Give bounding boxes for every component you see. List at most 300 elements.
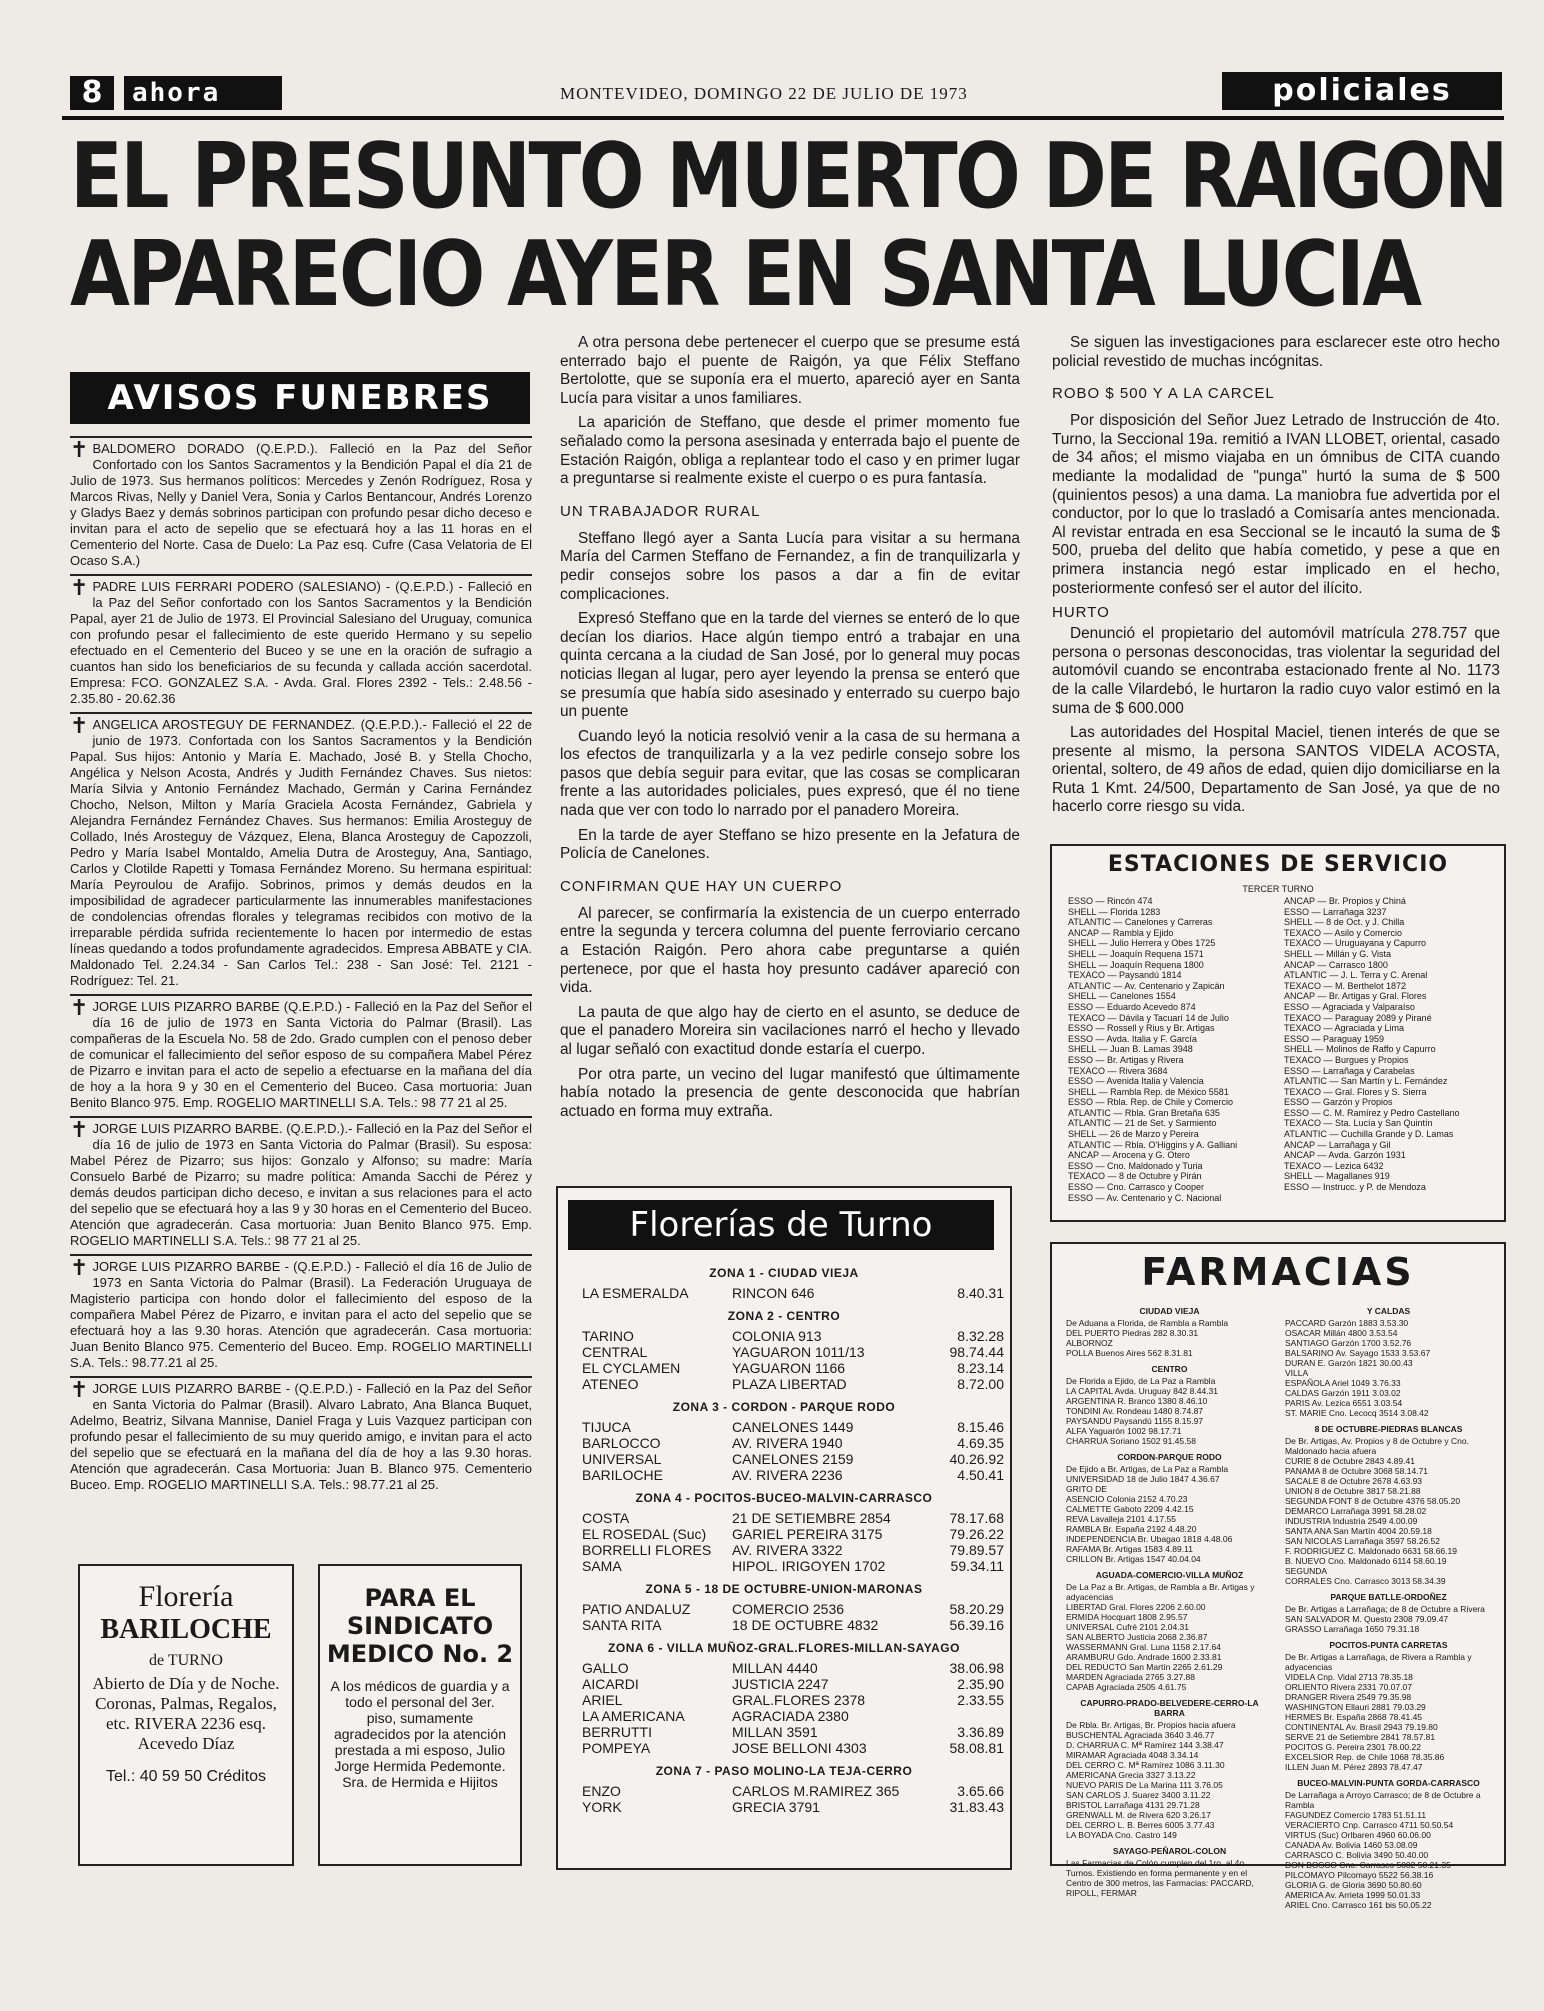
farmacia-row: VIDELA Cnp. Vidal 2713 78.35.18 [1285, 1672, 1413, 1682]
article-paragraph: Por disposición del Señor Juez Letrado de Instrucción de 4to. Turno, la Seccional 19a. remitió a IVAN LLOBET, oriental, casado de 34 años; el mismo viajaba en un ómnibus de CITA cuando mediante la modalidad de "punga" hurtó la suma de $ 500 (quinientos pesos) a una dama. La maniobra fue advertida por el conductor, por lo que lo trasladó a Comisaría antes mencionada. Al revistar entrada en esa Seccional se le incautó la suma de $ 500, prueba del delito que había cometido, y pese a que en primera instancia negó estar implicado en el hecho, posteriormente confesó ser el autor del ilícito. [1052, 412, 1500, 597]
farmacia-row: SERVE 21 de Setiembre 2841 78.57.81 [1285, 1732, 1436, 1742]
station-row: ESSO — Instrucc. y P. de Mendoza [1284, 1182, 1426, 1193]
station-row: TEXACO — Uruguayana y Capurro [1284, 938, 1427, 949]
farmacia-row: F. RODRIGUEZ C. Maldonado 6631 58.66.19 [1285, 1546, 1457, 1556]
floreria-row [558, 1451, 1010, 1467]
farmacia-row: PILCOMAYO Pilcomayo 5522 56.38.16 [1285, 1870, 1434, 1880]
article-paragraph: Por otra parte, un vecino del lugar manifestó que últimamente había notado la presencia de gente desconocida que habrían actuado en forma muy extraña. [560, 1065, 1020, 1120]
dateline: MONTEVIDEO, DOMINGO 22 DE JULIO DE 1973 [560, 84, 968, 103]
article-paragraph: Cuando leyó la noticia resolvió venir a la casa de su hermana a los efectos de tranquilizarla y a la vez pedirle consejo sobre los pasos que debía seguir para evitar, que las cosas se complicaran frente a las autoridades policiales, pues expresó, que él no tiene nada que ver con todo lo narrado por el panadero Moreira. [560, 727, 1020, 820]
floreria-phone: 2.35.90 [957, 1676, 1004, 1692]
station-row: ESSO — Rbla. Rep. de Chile y Comercio [1068, 1097, 1234, 1108]
floreria-row [558, 1376, 1010, 1392]
floreria-row [558, 1558, 1010, 1574]
station-row: ATLANTIC — Canelones y Carreras [1068, 917, 1213, 928]
cross-icon: ✝ [70, 1256, 89, 1281]
farmacia-row: POLLA Buenos Aires 562 8.31.81 [1066, 1348, 1193, 1358]
floreria-address: COLONIA 913 [732, 1328, 822, 1344]
floreria-address: RINCON 646 [732, 1285, 815, 1301]
farmacia-row: ALBORNOZ [1066, 1338, 1113, 1348]
station-row: SHELL — Florida 1283 [1068, 906, 1161, 917]
subhead-hurto: HURTO [1052, 604, 1110, 622]
farmacia-row: NUEVO PARIS De La Marina 111 3.76.05 [1066, 1780, 1223, 1790]
farmacia-row: DURAN E. Garzón 1821 30.00.43 [1285, 1358, 1413, 1368]
florerias-list [558, 1258, 1010, 1815]
farmacia-row: DEL CERRO L. B. Berres 6005 3.77.43 [1066, 1820, 1215, 1830]
floreria-row [558, 1740, 1010, 1756]
farmacia-row: GLORIA G. de Gloria 3690 50.80.60 [1285, 1880, 1422, 1890]
funeral-notice-text: JORGE LUIS PIZARRO BARBE - (Q.E.P.D.) - Falleció el día 16 de Julio de 1973 en Santa Victoria do Palmar (Brasil). La Federación Uruguaya de Magisterio participa con hondo dolor el fallecimiento del esposo de la compañera Mabel Pérez de Pizarro, e invitan para el acto del sepelio que se efectuará hoy a las 9.30 horas. Atención que agradecerán. Casa mortuoria: Juan Benito Blanco 975. Cementerio del Buceo. Emp. ROGELIO MARTINELLI S.A. Tels.: 98.77.21 al 25. [70, 1259, 532, 1370]
funeral-notice [70, 574, 532, 712]
zone-heading: ZONA 3 - CORDON - PARQUE RODO [672, 1400, 896, 1414]
zone-heading: ZONA 2 - CENTRO [727, 1309, 841, 1323]
farmacia-row: B. NUEVO Cno. Maldonado 6114 58.60.19 [1285, 1556, 1447, 1566]
farmacia-row: VIRTUS (Suc) Orlbaren 4960 60.06.00 [1285, 1830, 1431, 1840]
floreria-row [558, 1542, 1010, 1558]
farmacia-row: UNIVERSIDAD 18 de Julio 1847 4.36.67 [1066, 1474, 1220, 1484]
floreria-name: SAMA [582, 1558, 622, 1574]
cross-icon: ✝ [70, 1118, 89, 1143]
farmacia-row: HERMES Br. España 2868 78.41.45 [1285, 1712, 1423, 1722]
article-paragraph: Al parecer, se confirmaría la existencia de un cuerpo enterrado entre la segunda y tercera columna del puente ferroviario cercano a Estación Raigón. Pero ahora cabe preguntarse a quién pertenece, por que el hasta hoy presunto cadáver apareció con vida. [560, 904, 1020, 997]
zone-heading: ZONA 1 - CIUDAD VIEJA [709, 1266, 859, 1280]
station-row: SHELL — 26 de Marzo y Pereira [1068, 1129, 1199, 1140]
floreria-row [558, 1419, 1010, 1435]
sindicato-medico-ad [318, 1564, 522, 1866]
floreria-phone: 56.39.16 [949, 1617, 1004, 1633]
farmacia-row: LIBERTAD Gral. Flores 2206 2.60.00 [1066, 1602, 1206, 1612]
floreria-phone: 38.06.98 [949, 1660, 1004, 1676]
funeral-notice [70, 1254, 532, 1376]
farmacia-row: FAGUNDEZ Comercio 1783 51.51.11 [1285, 1810, 1427, 1820]
floreria-name: EL ROSEDAL (Suc) [582, 1526, 707, 1542]
floreria-name: GALLO [582, 1660, 629, 1676]
ad-floreria-line1: Florería [138, 1580, 234, 1613]
floreria-name: CENTRAL [582, 1344, 648, 1360]
article-paragraph: La aparición de Steffano, que desde el primer momento fue señalado como la persona asesinada y enterrada bajo el puente de Estación Raigón, obliga a replantear todo el caso y en primer lugar a preguntarse si realmente existe el cuerpo o es pura fantasía. [560, 414, 1020, 488]
floreria-row [558, 1724, 1010, 1740]
station-row: ATLANTIC — San Martín y L. Fernández [1284, 1076, 1448, 1087]
headline-line-1: EL PRESUNTO MUERTO DE RAIGON [70, 124, 1506, 229]
floreria-address: JUSTICIA 2247 [732, 1676, 829, 1692]
floreria-name: YORK [582, 1799, 622, 1815]
station-row: TEXACO — M. Berthelot 1872 [1284, 980, 1407, 991]
farmacia-row: SEGUNDA FONT 8 de Octubre 4376 58.05.20 [1285, 1496, 1461, 1506]
farmacia-row: BRISTOL Larrañaga 4131 29.71.28 [1066, 1800, 1200, 1810]
floreria-name: BARILOCHE [582, 1467, 663, 1483]
floreria-name: BARLOCCO [582, 1435, 661, 1451]
farmacia-row: OSACAR Millán 4800 3.53.54 [1285, 1328, 1398, 1338]
farmacia-row: CHARRUA Soriano 1502 91.45.58 [1066, 1436, 1196, 1446]
floreria-name: POMPEYA [582, 1740, 651, 1756]
floreria-row [558, 1526, 1010, 1542]
farmacia-row: MIRAMAR Agraciada 4048 3.34.14 [1066, 1750, 1199, 1760]
farmacia-row: AMERICA Av. Arrieta 1999 50.01.33 [1285, 1890, 1421, 1900]
cross-icon: ✝ [70, 1378, 89, 1403]
station-row: TEXACO — Rivera 3684 [1068, 1065, 1168, 1076]
station-row: ATLANTIC — Rbla. O'Higgins y A. Galliani [1068, 1139, 1238, 1150]
zone-heading: ZONA 7 - PASO MOLINO-LA TEJA-CERRO [655, 1764, 913, 1778]
station-row: ESSO — Rincón 474 [1068, 896, 1153, 906]
farmacias-list [1066, 1300, 1492, 1910]
floreria-phone: 98.74.44 [949, 1344, 1004, 1360]
station-row: TEXACO — Dávila y Tacuarí 14 de Julio [1068, 1012, 1229, 1023]
farmacia-row: GRITO DE [1066, 1484, 1107, 1494]
farmacia-row: De Florida a Ejido, de La Paz a Rambla [1066, 1376, 1216, 1386]
station-row: ESSO — Larrañaga 3237 [1284, 906, 1387, 917]
farmacia-row: ARGENTINA R. Branco 1380 8.46.10 [1066, 1396, 1208, 1406]
funeral-notice-text: ANGELICA AROSTEGUY DE FERNANDEZ. (Q.E.P.D.).- Falleció el 22 de junio de 1973. Confortada con los Santos Sacramentos y la Bendición Papal. Sus hijos: Antonio y María E. Machado, José B. y Stella Chocho, Angélica y Nelson Acosta, Andrés y Judith Fernández Chaves. Sus nietos: María Silvia y Antonio Fernández Machado, Germán y Carina Fernández Chocho, Nelson, Milton y María Graciela Acosta Fernández, Gabriela y Alejandra Fernández Fernández Chaves. Sus hermanos: Emilia Arosteguy de Collado, Inés Arosteguy de Vázquez, Elena, Blanca Arosteguy de Capozzoli, Pedro y María Isabel Montaldo, Amelia Dutra de Arosteguy, Ana, Santiago, Carlos y Clotilde Rapetti y Tomasa Fernández Moreno. Su hermana espiritual: María Peyroulou de Arafijo. Sobrinos, primos y demás deudos en la imposibilidad de agradecer particularmente las innumerables manifestaciones de condolencias ofrendas florales y telegramas recibidos con motivo de la irreparable pérdida sufrida recientemente lo hacen por intermedio de estas líneas quedando a todos profundamente agradecidos. Empresa ABBATE y CIA. Maldonado Tel. 2.24.34 - San Carlos Tel.: 238 - San José: Tel. 2121 - Rodríguez: Tel. 21. [70, 717, 532, 988]
funeral-notice-text: BALDOMERO DORADO (Q.E.P.D.). Falleció en la Paz del Señor Confortado con los Santos Sacramentos y la Bendición Papal el día 21 de Julio de 1973. Sus hermanos políticos: Mercedes y Zenón Rodríguez, Rosa y Marcos Rivas, Nelly y Daniel Vera, Sonia y Carlos Bentancour, Andrés Lorenzo y Gladys Baez y demás sobrinos participan con profundo pesar dicho deceso e invitan para el acto de sepelio que se efectuará hoy a las 11 horas en el Cementerio del Norte. Casa de Duelo: La Paz esq. Cufre (Casa Velatoria de El Ocaso S.A.) [70, 441, 532, 568]
station-row: SHELL — Joaquín Requena 1571 [1068, 948, 1204, 959]
floreria-bariloche-ad [78, 1564, 294, 1866]
funeral-notice-text: JORGE LUIS PIZARRO BARBE - (Q.E.P.D.) - Falleció en la Paz del Señor en Santa Victoria do Palmar (Brasil). Alvaro Labrato, Ana Blanca Buquet, Adelmo, Beatriz, Silvana Mannise, Daniel Fraga y Luis Vazquez participan con profundo pesar el fallecimiento de su muy querido amigo, e invitan para el acto del sepelio que se efectuará en la mañana del día de hoy a las 9.30 horas. Atención que agradecerán. Casa Mortuoria: Juan B. Blanco 975. Cementerio Buceo. Emp. ROGELIO MARTINELLI S.A. Tels.: 98.77.21 al 25. [70, 1381, 532, 1492]
floreria-name: TARINO [582, 1328, 634, 1344]
station-row: ESSO — Avenida Italia y Valencia [1068, 1076, 1204, 1087]
floreria-address: YAGUARON 1011/13 [732, 1344, 865, 1360]
farmacia-row: PACCARD Garzón 1883 3.53.30 [1285, 1318, 1409, 1328]
farmacia-row: RAFAMA Br. Artigas 1583 4.89.11 [1066, 1544, 1193, 1554]
floreria-address: AV. RIVERA 2236 [732, 1467, 843, 1483]
floreria-name: BERRUTTI [582, 1724, 652, 1740]
farmacia-zone-heading: BUCEO-MALVIN-PUNTA GORDA-CARRASCO [1297, 1778, 1480, 1788]
article-paragraph: Steffano llegó ayer a Santa Lucía para visitar a su hermana María del Carmen Steffano de Fernandez, a fin de tranquilizarla y pedir consejos sobre los pasos a dar a fin de evitar complicaciones. [560, 529, 1020, 603]
floreria-address: JOSE BELLONI 4303 [732, 1740, 867, 1756]
farmacia-row: CARRASCO C. Bolivia 3490 50.40.00 [1285, 1850, 1429, 1860]
floreria-phone: 40.26.92 [949, 1451, 1004, 1467]
station-row: ATLANTIC — 21 de Set. y Sarmiento [1068, 1118, 1217, 1129]
farmacia-row: ILLEN Juan M. Pérez 2893 78.47.47 [1285, 1762, 1423, 1772]
station-row: TEXACO — 8 de Octubre y Pirán [1068, 1171, 1202, 1182]
floreria-phone: 58.08.81 [949, 1740, 1004, 1756]
floreria-row [558, 1435, 1010, 1451]
newspaper-brand: ahora [124, 76, 282, 110]
floreria-address: GRECIA 3791 [732, 1799, 820, 1815]
floreria-row [558, 1617, 1010, 1633]
station-row: SHELL — 8 de Oct. y J. Chilla [1284, 917, 1405, 928]
floreria-phone: 78.17.68 [949, 1510, 1004, 1526]
floreria-row [558, 1660, 1010, 1676]
station-row: ATLANTIC — Av. Centenario y Zapicán [1068, 980, 1225, 991]
floreria-phone: 3.65.66 [957, 1783, 1004, 1799]
floreria-phone: 59.34.11 [950, 1558, 1004, 1574]
farmacia-row: DRANGER Rivera 2549 79.35.98 [1285, 1692, 1412, 1702]
station-row: ESSO — Av. Centenario y C. Nacional [1068, 1192, 1222, 1203]
farmacia-row: SAN SALVADOR M. Questo 2308 79.09.47 [1285, 1614, 1449, 1624]
floreria-name: LA ESMERALDA [582, 1285, 689, 1301]
farmacia-row: CALMETTE Gaboto 2209 4.42.15 [1066, 1504, 1194, 1514]
floreria-name: COSTA [582, 1510, 630, 1526]
station-row: ESSO — Rossell y Rius y Br. Artigas [1068, 1023, 1215, 1034]
funeral-notice [70, 436, 532, 574]
farmacia-row: ARAMBURU Gdo. Andrade 1600 2.33.81 [1066, 1652, 1222, 1662]
floreria-row [558, 1708, 1010, 1724]
farmacia-row: De La Paz a Br. Artigas, de Rambla a Br. Artigas y adyacencias [1066, 1582, 1255, 1602]
farmacia-zone-heading: CIUDAD VIEJA [1139, 1306, 1200, 1316]
floreria-name: EL CYCLAMEN [582, 1360, 681, 1376]
farmacia-row: De Rbla. Br. Artigas, Br. Propios hacia afuera [1066, 1720, 1236, 1730]
ad-floreria-name: BARILOCHE [100, 1614, 272, 1645]
farmacia-row: RAMBLA Br. España 2192 4.48.20 [1066, 1524, 1197, 1534]
article-paragraph: Denunció el propietario del automóvil matrícula 278.757 que persona o personas desconocidas, tras violentar la seguridad del automóvil cuando se encontraba estacionado frente al No. 1173 de la calle Vilardebó, le hurtaron la radio cuyo valor estimó en la suma de $ 600.000 [1052, 625, 1500, 717]
farmacia-row: CRILLON Br. Artigas 1547 40.04.04 [1066, 1554, 1201, 1564]
cross-icon: ✝ [70, 996, 89, 1021]
farmacia-row: CALDAS Garzón 1911 3.03.02 [1285, 1388, 1401, 1398]
station-row: ESSO — C. M. Ramírez y Pedro Castellano [1284, 1107, 1460, 1118]
farmacia-row: GRASSO Larrañaga 1650 79.31.18 [1285, 1624, 1420, 1634]
farmacia-row: MARDEN Agraciada 2765 3.27.88 [1066, 1672, 1195, 1682]
estaciones-list [1068, 896, 1488, 1203]
farmacia-row: SAN NICOLAS Larrañaga 3597 58.26.52 [1285, 1536, 1440, 1546]
farmacias-title: FARMACIAS [1141, 1250, 1415, 1294]
station-row: ANCAP — Larrañaga y Gil [1284, 1139, 1391, 1150]
floreria-address: AV. RIVERA 1940 [732, 1435, 843, 1451]
farmacia-row: ORLIENTO Rivera 2331 70.07.07 [1285, 1682, 1412, 1692]
floreria-address: COMERCIO 2536 [732, 1601, 845, 1617]
zone-heading: ZONA 5 - 18 DE OCTUBRE-UNION-MARONAS [645, 1582, 923, 1596]
floreria-address: GARIEL PEREIRA 3175 [732, 1526, 883, 1542]
station-row: TEXACO — Asilo y Comercio [1284, 927, 1403, 938]
farmacia-row: SACALE 8 de Octubre 2678 4.63.93 [1285, 1476, 1423, 1486]
farmacia-row: CANADA Av. Bolivia 1460 53.08.09 [1285, 1840, 1418, 1850]
floreria-phone: 8.40.31 [957, 1285, 1004, 1301]
farmacia-row: DEL REDUCTO San Martín 2265 2.61.29 [1066, 1662, 1223, 1672]
ad-floreria-body: Abierto de Día y de Noche. Coronas, Palmas, Regalos, etc. RIVERA 2236 esq. Acevedo Díaz [92, 1674, 280, 1753]
station-row: SHELL — Millán y G. Vista [1284, 948, 1392, 959]
farmacia-row: De Ejido a Br. Artigas, de La Paz a Rambla [1066, 1464, 1229, 1474]
station-row: ATLANTIC — J. L. Terra y C. Arenal [1284, 970, 1428, 981]
floreria-phone: 79.26.22 [949, 1526, 1004, 1542]
funeral-notice-text: JORGE LUIS PIZARRO BARBE (Q.E.P.D.) - Falleció en la Paz del Señor el día 16 de julio de 1973 en Santa Victoria do Palmar (Brasil). Las compañeras de la Escuela No. 58 de 2do. Grado cumplen con el penoso deber de comunicar el fallecimiento del señor esposo de su compañera Mabel Pérez de Pizarro e invitan para el acto de sepelio a efectuarse en la mañana del día de hoy a la hora 9 y 30 en el Cementerio del Buceo. Casa mortuoria: Juan Benito Blanco 975. Emp. ROGELIO MARTINELLI S.A. Tels.: 98 77 21 al 25. [70, 999, 532, 1110]
farmacia-zone-heading: POCITOS-PUNTA CARRETAS [1329, 1640, 1448, 1650]
farmacia-row: WASSERMANN Gral. Luna 1158 2.17.64 [1066, 1642, 1221, 1652]
farmacia-row: SAN ALBERTO Justicia 2068 2.36.87 [1066, 1632, 1208, 1642]
station-row: ESSO — Br. Artigas y Rivera [1068, 1054, 1184, 1065]
farmacia-zone-heading: AGUADA-COMERCIO-VILLA MUÑOZ [1095, 1570, 1244, 1580]
floreria-row [558, 1676, 1010, 1692]
cross-icon: ✝ [70, 438, 89, 463]
farmacia-row: LA CAPITAL Avda. Uruguay 842 8.44.31 [1066, 1386, 1218, 1396]
floreria-name: BORRELLI FLORES [582, 1542, 712, 1558]
farmacia-row: CAPAB Agraciada 2505 4.61.75 [1066, 1682, 1187, 1692]
farmacia-row: BALSARINO Av. Sayago 1533 3.53.67 [1285, 1348, 1431, 1358]
farmacia-zone-heading: PARQUE BATLLE-ORDOÑEZ [1330, 1592, 1447, 1602]
farmacia-row: CONTINENTAL Av. Brasil 2943 79.19.80 [1285, 1722, 1438, 1732]
floreria-phone: 4.69.35 [957, 1435, 1004, 1451]
farmacia-zone-heading: CAPURRO-PRADO-BELVEDERE-CERRO-LA BARRA [1080, 1698, 1259, 1718]
farmacias-box [1050, 1242, 1506, 1910]
subhead-robo: ROBO $ 500 Y A LA CARCEL [1052, 385, 1275, 403]
funeral-notice [70, 712, 532, 994]
farmacia-row: INDUSTRIA Industria 2549 4.00.09 [1285, 1516, 1418, 1526]
farmacia-row: CURIE 8 de Octubre 2843 4.89.41 [1285, 1456, 1415, 1466]
floreria-row [558, 1467, 1010, 1483]
subhead-trabajador: UN TRABAJADOR RURAL [560, 502, 761, 520]
floreria-name: ARIEL [582, 1692, 623, 1708]
section-label: policiales [1222, 72, 1502, 110]
ad-sindicato-title: PARA EL SINDICATO MEDICO No. 2 [326, 1584, 514, 1668]
farmacia-row: VERACIERTO Cnp. Carrasco 4711 50.50.54 [1285, 1820, 1454, 1830]
floreria-phone: 79.89.57 [949, 1542, 1004, 1558]
floreria-name: AICARDI [582, 1676, 639, 1692]
station-row: ESSO — Cno. Maldonado y Turia [1068, 1160, 1203, 1171]
farmacia-zone-heading: 8 DE OCTUBRE-PIEDRAS BLANCAS [1314, 1424, 1463, 1434]
farmacia-row: PANAMA 8 de Octubre 3068 58.14.71 [1285, 1466, 1429, 1476]
floreria-name: PATIO ANDALUZ [582, 1601, 691, 1617]
farmacia-row: Las Farmacias de Colón cumplen del 1ro. al 4o. Turnos. Existiendo en forma permanente y en el Centro de 300 metros, las Farmacias: PACCARD, RIPOLL, FERMAR [1066, 1858, 1254, 1898]
farmacia-row: SANTIAGO Garzón 1700 3.52.76 [1285, 1338, 1412, 1348]
farmacia-row: De Aduana a Florida, de Rambla a Rambla [1066, 1318, 1229, 1328]
floreria-address: HIPOL. IRIGOYEN 1702 [732, 1558, 886, 1574]
station-row: SHELL — Rambla Rep. de México 5581 [1068, 1086, 1229, 1097]
station-row: ANCAP — Avda. Garzón 1931 [1284, 1150, 1406, 1161]
estaciones-box [1050, 844, 1506, 1222]
farmacia-row: BUSCHENTAL Agraciada 3640 3.46.77 [1066, 1730, 1215, 1740]
station-row: ANCAP — Br. Propios y Chiná [1284, 896, 1406, 906]
floreria-row [558, 1601, 1010, 1617]
estaciones-title: ESTACIONES DE SERVICIO [1107, 852, 1449, 877]
floreria-row [558, 1510, 1010, 1526]
zone-heading: ZONA 4 - POCITOS-BUCEO-MALVIN-CARRASCO [635, 1491, 933, 1505]
farmacia-zone-heading: SAYAGO-PEÑAROL-COLON [1112, 1846, 1227, 1856]
cross-icon: ✝ [70, 714, 89, 739]
floreria-address: AV. RIVERA 3322 [732, 1542, 843, 1558]
farmacia-zone-heading: CORDON-PARQUE RODO [1117, 1452, 1222, 1462]
floreria-phone: 58.20.29 [949, 1601, 1004, 1617]
farmacia-row: UNIVERSAL Cufré 2101 2.04.31 [1066, 1622, 1190, 1632]
floreria-row [558, 1285, 1010, 1301]
farmacia-row: GRENWALL M. de Rivera 620 3.26.17 [1066, 1810, 1211, 1820]
funeral-notice [70, 1376, 532, 1498]
farmacia-row: DEL CERRO C. Mª Ramírez 1086 3.11.30 [1066, 1760, 1225, 1770]
floreria-phone: 8.15.46 [957, 1419, 1004, 1435]
funeral-notice [70, 1116, 532, 1254]
station-row: SHELL — Canelones 1554 [1068, 991, 1176, 1002]
farmacia-row: ASENCIO Colonia 2152 4.70.23 [1066, 1494, 1188, 1504]
farmacia-row: DON BOSCO Cno. Carrasco 5002 50.21.35 [1285, 1860, 1451, 1870]
floreria-address: YAGUARON 1166 [732, 1360, 846, 1376]
floreria-address: CARLOS M.RAMIREZ 365 [732, 1783, 900, 1799]
floreria-name: LA AMERICANA [582, 1708, 685, 1724]
station-row: TEXACO — Lezica 6432 [1284, 1160, 1384, 1171]
cross-icon: ✝ [70, 576, 89, 601]
farmacia-row: EXCELSIOR Rep. de Chile 1068 78.35.86 [1285, 1752, 1445, 1762]
floreria-address: AGRACIADA 2380 [732, 1708, 849, 1724]
floreria-phone [922, 1708, 1004, 1724]
farmacia-row: ARIEL Cno. Carrasco 161 bis 50.05.22 [1285, 1900, 1432, 1910]
farmacia-row: AMERICANA Grecia 3327 3.13.22 [1066, 1770, 1196, 1780]
floreria-phone: 31.83.43 [949, 1799, 1004, 1815]
station-row: ATLANTIC — Cuchilla Grande y D. Lamas [1284, 1129, 1454, 1140]
station-row: ANCAP — Arocena y G. Otero [1068, 1150, 1190, 1161]
floreria-row [558, 1799, 1010, 1815]
station-row: SHELL — Juan B. Lamas 3948 [1068, 1044, 1193, 1055]
article-paragraph: En la tarde de ayer Steffano se hizo presente en la Jefatura de Policía de Canelones. [560, 826, 1020, 863]
funeral-notice-text: PADRE LUIS FERRARI PODERO (SALESIANO) - (Q.E.P.D.) - Falleció en la Paz del Señor confortado con los Santos Sacramentos y la Bendición Papal, ayer 21 de Julio de 1973. El Provincial Salesiano del Uruguay, comunica con profundo pesar el fallecimiento de este querido Hermano y su sepelio efectuado en el Cementerio del Buceo y se une en la oración de sufragio a cuantos han sido los beneficiarios de su fecunda y callada acción sacerdotal. Empresa: FCO. GONZALEZ S.A. - Avda. Gral. Flores 2392 - Tels.: 2.48.56 - 2.35.80 - 20.62.36 [70, 579, 532, 706]
floreria-row [558, 1360, 1010, 1376]
farmacia-row: UNION 8 de Octubre 3817 58.21.88 [1285, 1486, 1421, 1496]
farmacia-zone-heading: CENTRO [1151, 1364, 1188, 1374]
station-row: TEXACO — Agraciada y Lima [1284, 1023, 1405, 1034]
floreria-address: 18 DE OCTUBRE 4832 [732, 1617, 879, 1633]
farmacia-row: De Br. Artigas a Larrañaga, de Rivera a Rambla y adyacencias [1285, 1652, 1472, 1672]
farmacia-row: ERMIDA Hocquart 1808 2.95.57 [1066, 1612, 1188, 1622]
station-row: TEXACO — Paraguay 2089 y Pirané [1284, 1012, 1432, 1023]
farmacia-row: VILLA [1285, 1368, 1309, 1378]
article-paragraph: Se siguen las investigaciones para esclarecer este otro hecho policial revestido de muchas incógnitas. [1052, 334, 1500, 370]
floreria-address: PLAZA LIBERTAD [732, 1376, 847, 1392]
article-paragraph: A otra persona debe pertenecer el cuerpo que se presume está enterrado bajo el puente de Raigón, ya que Félix Steffano Bertolotte, que se suponía era el muerto, apareció ayer en Santa Lucía para visitar a unos familiares. [560, 334, 1020, 407]
floreria-row [558, 1344, 1010, 1360]
farmacia-row: De Br. Artigas, Av. Propios y 8 de Octubre y Cno. Maldonado hacia afuera [1285, 1436, 1469, 1456]
floreria-address: MILLAN 3591 [732, 1724, 818, 1740]
floreria-address: CANELONES 1449 [732, 1419, 854, 1435]
floreria-name: TIJUCA [582, 1419, 631, 1435]
station-row: TEXACO — Sta. Lucía y San Quintín [1284, 1118, 1433, 1129]
zone-heading: ZONA 6 - VILLA MUÑOZ-GRAL.FLORES-MILLAN-SAYAGO [608, 1641, 960, 1655]
floreria-address: 21 DE SETIEMBRE 2854 [732, 1510, 891, 1526]
station-row: ESSO — Larrañaga y Carabelas [1284, 1065, 1415, 1076]
station-row: SHELL — Julio Herrera y Obes 1725 [1068, 938, 1216, 949]
funeral-notice [70, 994, 532, 1116]
florerias-box [556, 1186, 1012, 1870]
station-row: ANCAP — Br. Artigas y Gral. Flores [1284, 991, 1427, 1002]
funebres-title: AVISOS FUNEBRES [70, 372, 530, 424]
station-row: SHELL — Joaquín Requena 1800 [1068, 959, 1204, 970]
farmacia-row: INDEPENDENCIA Br. Ubagao 1818 4.48.06 [1066, 1534, 1233, 1544]
floreria-row [558, 1328, 1010, 1344]
farmacia-row: De Larrañaga a Arroyo Carrasco; de 8 de Octubre a Rambla [1285, 1790, 1481, 1810]
floreria-phone: 8.32.28 [957, 1328, 1004, 1344]
station-row: TEXACO — Burgues y Propios [1284, 1054, 1409, 1065]
floreria-name: SANTA RITA [582, 1617, 662, 1633]
article-paragraph: Las autoridades del Hospital Maciel, tienen interés de que se presente al mismo, la persona SANTOS VIDELA ACOSTA, oriental, soltero, de 49 años de edad, quien dijo domiciliarse en la Ruta 1 Kmt. 24/500, Departamento de San José, ya que de no hacerlo corre riesgo su vida. [1052, 724, 1500, 816]
station-row: ESSO — Garzón y Propios [1284, 1097, 1393, 1108]
article-paragraph: Expresó Steffano que en la tarde del viernes se enteró de lo que decían los diarios. Hace algún tiempo entró a trabajar en una quinta cercana a la ciudad de San José, por lo general muy pocas noticias llegan al lugar, pero ayer leyendo la prensa se enteró que se presumía que había sido asesinado y enterrado su cuerpo bajo un puente [560, 610, 1020, 721]
floreria-address: GRAL.FLORES 2378 [732, 1692, 866, 1708]
floreria-phone: 4.50.41 [957, 1467, 1004, 1483]
floreria-name: ATENEO [582, 1376, 639, 1392]
farmacia-row: D. CHARRUA C. Mª Ramírez 144 3.38.47 [1066, 1740, 1224, 1750]
farmacia-row: TONDINI Av. Rondeau 1480 8.74.87 [1066, 1406, 1204, 1416]
farmacia-row: DEMARCO Larrañaga 3991 58.28.02 [1285, 1506, 1427, 1516]
farmacia-zone-heading: Y CALDAS [1366, 1306, 1411, 1316]
farmacia-row: WASHINGTON Ellauri 2881 79.03.29 [1285, 1702, 1426, 1712]
ad-floreria-phone: Tel.: 40 59 50 Créditos [105, 1768, 267, 1785]
farmacia-row: ESPAÑOLA Ariel 1049 3.76.33 [1285, 1378, 1401, 1388]
station-row: SHELL — Magallanes 919 [1284, 1171, 1390, 1182]
farmacia-row: ALFA Yaguarón 1002 98.17.71 [1066, 1426, 1182, 1436]
farmacia-row: LA BOYADA Cno. Castro 149 [1066, 1830, 1177, 1840]
article-paragraph: La pauta de que algo hay de cierto en el asunto, se deduce de que el panadero Moreira sin vacilaciones narró el hecho y llevado al lugar señaló con exactitud donde estaría el cuerpo. [560, 1003, 1020, 1058]
funebres-list [70, 436, 532, 1498]
station-row: ATLANTIC — Rbla. Gran Bretaña 635 [1068, 1107, 1220, 1118]
farmacia-row: DEL PUERTO Piedras 282 8.30.31 [1066, 1328, 1199, 1338]
page-number: 8 [70, 76, 114, 110]
floreria-phone: 3.36.89 [957, 1724, 1004, 1740]
floreria-address: CANELONES 2159 [732, 1451, 854, 1467]
farmacia-row: PAYSANDU Paysandú 1155 8.15.97 [1066, 1416, 1204, 1426]
station-row: ESSO — Cno. Carrasco y Cooper [1068, 1182, 1205, 1193]
florerias-title: Florerías de Turno [568, 1200, 994, 1250]
main-headline [70, 124, 1506, 327]
farmacia-row: SANTA ANA San Martín 4004 20.59.18 [1285, 1526, 1432, 1536]
ad-floreria-line3: de TURNO [149, 1652, 223, 1669]
article-column-3 [1052, 334, 1500, 823]
farmacia-row: De Br. Artigas a Larrañaga; de 8 de Octubre a Rivera [1285, 1604, 1485, 1614]
floreria-address: MILLAN 4440 [732, 1660, 818, 1676]
floreria-phone: 8.23.14 [957, 1360, 1004, 1376]
